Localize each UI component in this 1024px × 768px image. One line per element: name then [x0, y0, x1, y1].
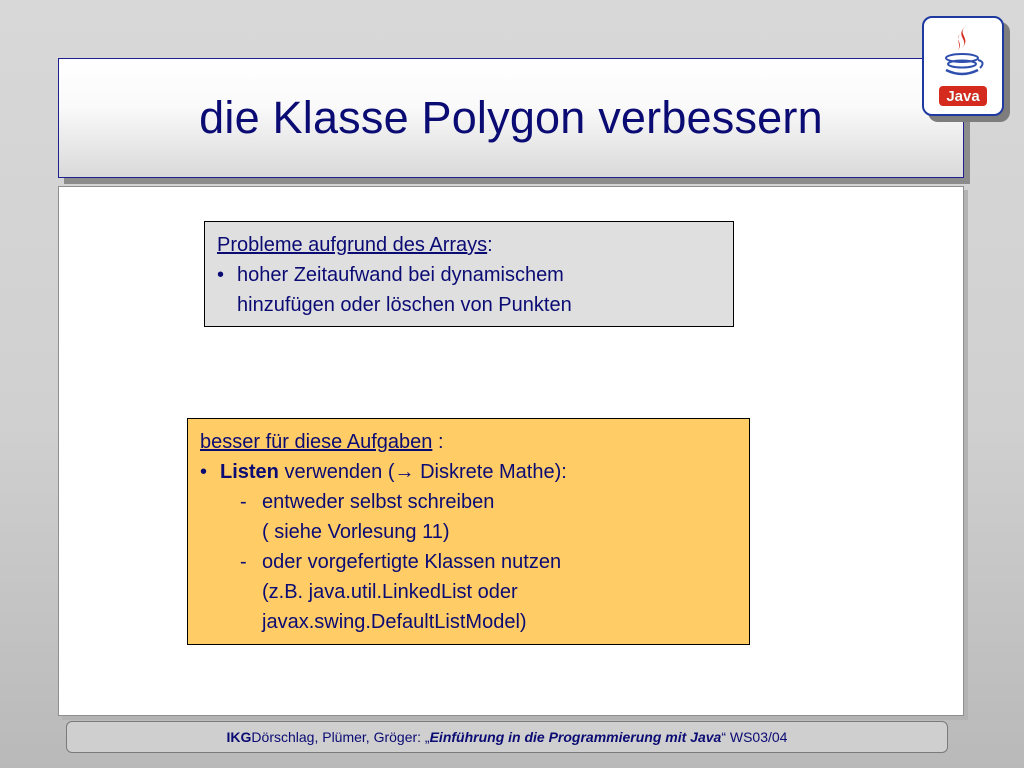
better-bullet-item [200, 457, 737, 487]
better-box [187, 418, 750, 645]
footer-bar [66, 721, 948, 753]
sub-item-1-line1: entweder selbst schreiben [262, 491, 495, 513]
better-heading-suffix: : [432, 431, 444, 453]
footer-term: “ WS03/04 [721, 729, 788, 745]
footer-authors: Dörschlag, Plümer, Gröger: „ [251, 729, 430, 745]
problems-heading: Probleme aufgrund des Arrays [217, 234, 488, 256]
better-heading-line [200, 427, 737, 457]
java-coffee-cup-icon [924, 20, 1002, 90]
sub-item-1 [200, 487, 737, 517]
java-logo [922, 16, 1004, 116]
problems-item-line1: hoher Zeitaufwand bei dynamischem [237, 264, 564, 286]
better-heading: besser für diese Aufgaben [200, 431, 433, 453]
right-arrow-icon: → [394, 461, 415, 483]
problems-heading-suffix: : [487, 234, 493, 256]
better-item-bold: Listen [220, 461, 279, 483]
dash-icon: - [240, 491, 247, 513]
title-box [58, 58, 964, 178]
better-item-rest: verwenden ( [278, 461, 395, 483]
logo-label: Java [946, 88, 980, 105]
sub-item-2 [200, 547, 737, 577]
slide-title: die Klasse Polygon verbessern [199, 92, 823, 143]
problems-bullet-item [217, 260, 721, 290]
bullet-icon: • [217, 264, 225, 286]
bullet-icon: • [200, 461, 208, 483]
dash-icon: - [240, 551, 247, 573]
better-item-line [220, 457, 567, 487]
problems-heading-line [217, 230, 721, 260]
sub-item-1-line2: ( siehe Vorlesung 11) [262, 521, 450, 543]
problems-box [204, 221, 734, 327]
problems-item-line2: hinzufügen oder löschen von Punkten [237, 294, 572, 316]
better-item-rest2: Diskrete Mathe): [414, 461, 567, 483]
sub-item-2-line3: javax.swing.DefaultListModel) [262, 611, 527, 633]
sub-item-2-line2: (z.B. java.util.LinkedList oder [262, 581, 518, 603]
footer-org: IKG [226, 729, 252, 745]
footer-course: Einführung in die Programmierung mit Java [429, 729, 722, 745]
sub-item-2-line1: oder vorgefertigte Klassen nutzen [262, 551, 562, 573]
